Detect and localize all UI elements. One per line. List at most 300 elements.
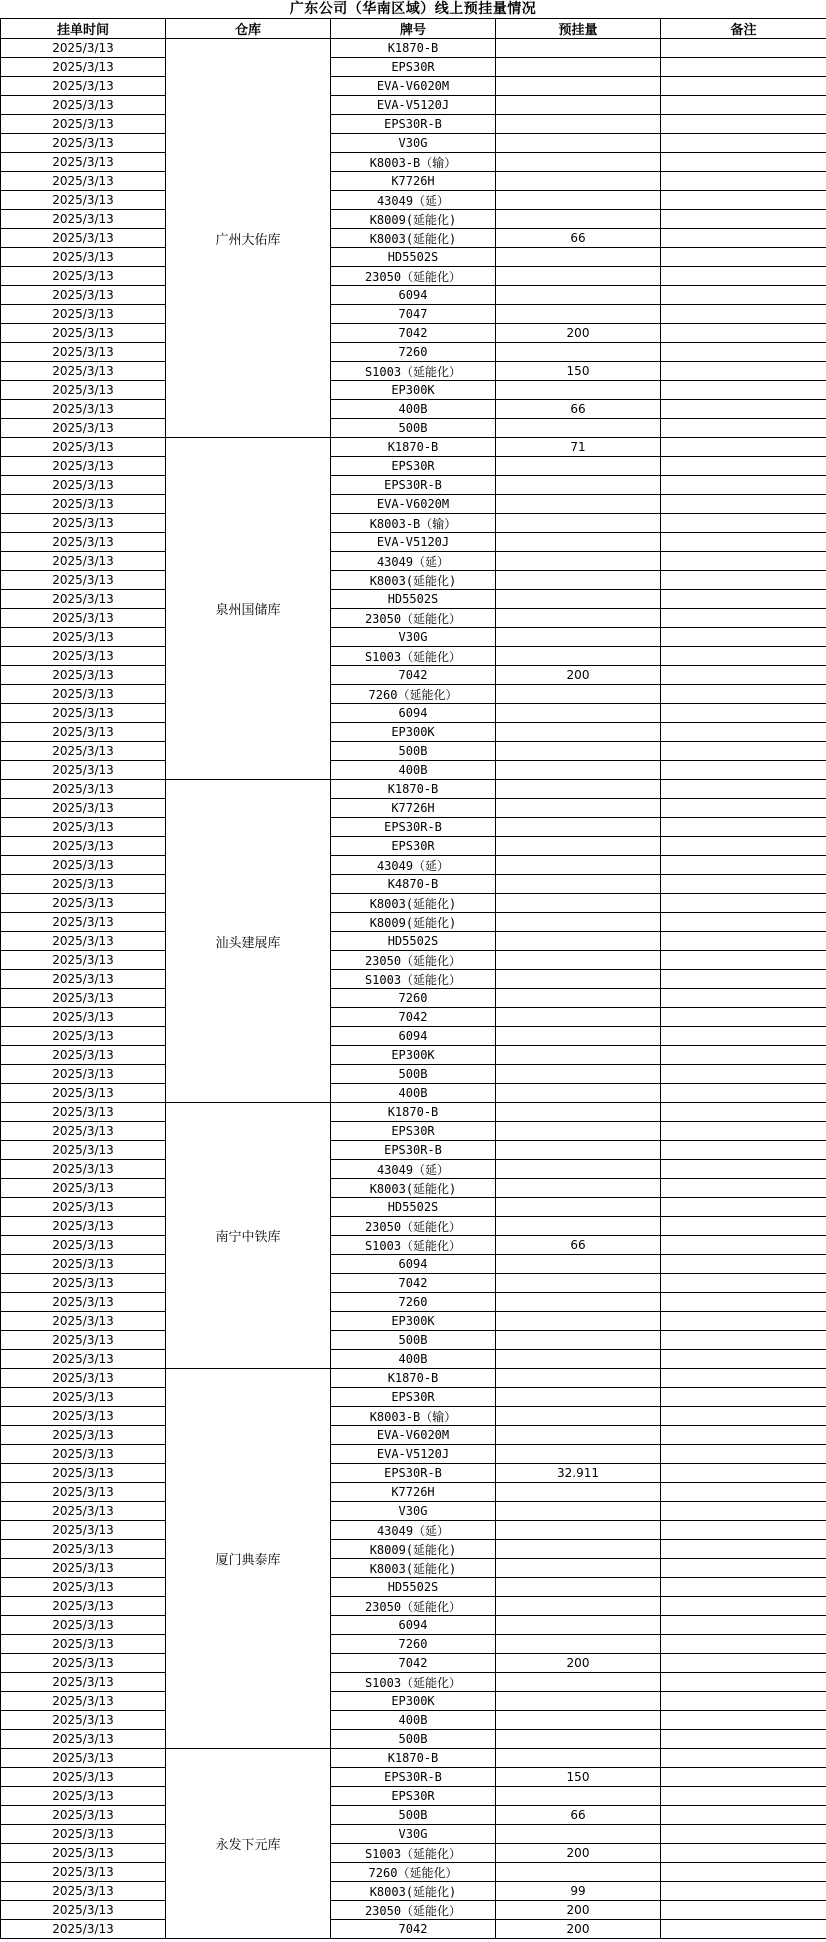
cell-quantity: [496, 343, 661, 362]
cell-quantity: [496, 1103, 661, 1122]
cell-brand: EP300K: [331, 1692, 496, 1711]
cell-brand: EP300K: [331, 723, 496, 742]
cell-quantity: [496, 685, 661, 704]
cell-date: 2025/3/13: [1, 1540, 166, 1559]
cell-date: 2025/3/13: [1, 267, 166, 286]
cell-quantity: [496, 1635, 661, 1654]
header-quantity: 预挂量: [496, 19, 661, 39]
cell-date: 2025/3/13: [1, 590, 166, 609]
cell-note: [661, 324, 826, 343]
cell-date: 2025/3/13: [1, 989, 166, 1008]
cell-brand: V30G: [331, 1502, 496, 1521]
cell-brand: 7042: [331, 324, 496, 343]
table-row: [1, 818, 826, 837]
cell-date: 2025/3/13: [1, 913, 166, 932]
table-row: [1, 1920, 826, 1939]
cell-quantity: [496, 1711, 661, 1730]
cell-quantity: [496, 932, 661, 951]
cell-date: 2025/3/13: [1, 1578, 166, 1597]
cell-brand: EPS30R: [331, 457, 496, 476]
header-date: 挂单时间: [1, 19, 166, 39]
table-row: [1, 989, 826, 1008]
cell-quantity: 150: [496, 1768, 661, 1787]
cell-quantity: [496, 1008, 661, 1027]
cell-quantity: [496, 1217, 661, 1236]
cell-date: 2025/3/13: [1, 210, 166, 229]
cell-quantity: [496, 248, 661, 267]
cell-brand: 400B: [331, 1350, 496, 1369]
cell-note: [661, 1407, 826, 1426]
cell-note: [661, 1673, 826, 1692]
cell-date: 2025/3/13: [1, 628, 166, 647]
table-row: [1, 39, 826, 58]
cell-brand: K1870-B: [331, 39, 496, 58]
cell-quantity: [496, 1255, 661, 1274]
cell-note: [661, 571, 826, 590]
cell-quantity: [496, 818, 661, 837]
table-row: [1, 1065, 826, 1084]
cell-date: 2025/3/13: [1, 1407, 166, 1426]
cell-note: [661, 1464, 826, 1483]
cell-date: 2025/3/13: [1, 248, 166, 267]
cell-date: 2025/3/13: [1, 495, 166, 514]
cell-quantity: [496, 875, 661, 894]
table-row: [1, 229, 826, 248]
table-row: [1, 324, 826, 343]
cell-brand: V30G: [331, 1825, 496, 1844]
cell-warehouse: 永发下元库: [166, 1749, 331, 1939]
cell-quantity: [496, 1065, 661, 1084]
table-row: [1, 1084, 826, 1103]
cell-brand: K8003(延能化): [331, 1559, 496, 1578]
cell-date: 2025/3/13: [1, 1483, 166, 1502]
table-row: [1, 1407, 826, 1426]
cell-date: 2025/3/13: [1, 609, 166, 628]
cell-brand: EPS30R: [331, 1787, 496, 1806]
cell-quantity: [496, 533, 661, 552]
cell-date: 2025/3/13: [1, 305, 166, 324]
cell-brand: S1003（延能化）: [331, 1673, 496, 1692]
cell-brand: 7042: [331, 666, 496, 685]
table-row: [1, 191, 826, 210]
cell-note: [661, 685, 826, 704]
cell-brand: EPS30R-B: [331, 476, 496, 495]
cell-brand: 23050（延能化）: [331, 1901, 496, 1920]
table-row: [1, 210, 826, 229]
table-row: [1, 913, 826, 932]
cell-note: [661, 1901, 826, 1920]
cell-note: [661, 1160, 826, 1179]
cell-note: [661, 609, 826, 628]
cell-quantity: [496, 1084, 661, 1103]
table-row: [1, 514, 826, 533]
cell-brand: 43049（延）: [331, 191, 496, 210]
cell-note: [661, 1844, 826, 1863]
cell-date: 2025/3/13: [1, 1635, 166, 1654]
cell-quantity: [496, 115, 661, 134]
table-row: [1, 1882, 826, 1901]
cell-date: 2025/3/13: [1, 286, 166, 305]
cell-quantity: [496, 134, 661, 153]
cell-note: [661, 381, 826, 400]
cell-brand: 500B: [331, 1331, 496, 1350]
cell-quantity: [496, 77, 661, 96]
table-row: [1, 343, 826, 362]
cell-quantity: [496, 1445, 661, 1464]
table-row: [1, 1103, 826, 1122]
cell-brand: 6094: [331, 286, 496, 305]
cell-brand: 400B: [331, 761, 496, 780]
cell-quantity: [496, 894, 661, 913]
table-row: [1, 286, 826, 305]
cell-quantity: [496, 951, 661, 970]
cell-date: 2025/3/13: [1, 1293, 166, 1312]
cell-brand: EPS30R: [331, 1122, 496, 1141]
cell-quantity: [496, 1407, 661, 1426]
table-row: [1, 1369, 826, 1388]
cell-quantity: [496, 495, 661, 514]
cell-date: 2025/3/13: [1, 1008, 166, 1027]
table-row: [1, 1825, 826, 1844]
cell-date: 2025/3/13: [1, 1046, 166, 1065]
cell-date: 2025/3/13: [1, 1331, 166, 1350]
cell-brand: 6094: [331, 1616, 496, 1635]
cell-date: 2025/3/13: [1, 324, 166, 343]
cell-date: 2025/3/13: [1, 1787, 166, 1806]
table-row: [1, 761, 826, 780]
cell-brand: 7042: [331, 1920, 496, 1939]
cell-note: [661, 1426, 826, 1445]
cell-note: [661, 1483, 826, 1502]
cell-note: [661, 1920, 826, 1939]
cell-date: 2025/3/13: [1, 742, 166, 761]
cell-brand: K8009(延能化): [331, 210, 496, 229]
cell-date: 2025/3/13: [1, 1559, 166, 1578]
cell-brand: K4870-B: [331, 875, 496, 894]
table-row: [1, 1787, 826, 1806]
cell-date: 2025/3/13: [1, 1274, 166, 1293]
table-row: [1, 115, 826, 134]
cell-note: [661, 628, 826, 647]
cell-brand: V30G: [331, 134, 496, 153]
cell-note: [661, 191, 826, 210]
cell-note: [661, 1179, 826, 1198]
cell-date: 2025/3/13: [1, 666, 166, 685]
cell-quantity: [496, 1369, 661, 1388]
cell-note: [661, 1369, 826, 1388]
table-row: [1, 1597, 826, 1616]
table-row: [1, 1730, 826, 1749]
header-warehouse: 仓库: [166, 19, 331, 39]
table-row: [1, 1312, 826, 1331]
cell-brand: K1870-B: [331, 780, 496, 799]
cell-brand: 400B: [331, 1711, 496, 1730]
cell-quantity: 200: [496, 1920, 661, 1939]
cell-quantity: [496, 267, 661, 286]
cell-date: 2025/3/13: [1, 1445, 166, 1464]
cell-quantity: [496, 1673, 661, 1692]
cell-date: 2025/3/13: [1, 818, 166, 837]
cell-brand: 6094: [331, 1255, 496, 1274]
table-row: [1, 400, 826, 419]
cell-note: [661, 1768, 826, 1787]
cell-quantity: [496, 723, 661, 742]
table-row: [1, 856, 826, 875]
cell-quantity: [496, 286, 661, 305]
table-row: [1, 1540, 826, 1559]
cell-date: 2025/3/13: [1, 894, 166, 913]
cell-quantity: [496, 58, 661, 77]
table-row: [1, 1274, 826, 1293]
cell-note: [661, 39, 826, 58]
cell-brand: K1870-B: [331, 1369, 496, 1388]
cell-brand: EVA-V5120J: [331, 533, 496, 552]
cell-quantity: [496, 1274, 661, 1293]
cell-note: [661, 1787, 826, 1806]
cell-brand: K7726H: [331, 1483, 496, 1502]
cell-quantity: [496, 1540, 661, 1559]
cell-note: [661, 514, 826, 533]
cell-date: 2025/3/13: [1, 1103, 166, 1122]
cell-quantity: [496, 514, 661, 533]
cell-quantity: [496, 1046, 661, 1065]
cell-note: [661, 419, 826, 438]
cell-quantity: [496, 381, 661, 400]
cell-quantity: [496, 1616, 661, 1635]
table-row: [1, 153, 826, 172]
table-row: [1, 58, 826, 77]
table-row: [1, 628, 826, 647]
cell-date: 2025/3/13: [1, 1882, 166, 1901]
cell-brand: 23050（延能化）: [331, 609, 496, 628]
table-row: [1, 837, 826, 856]
cell-date: 2025/3/13: [1, 438, 166, 457]
table-row: [1, 1559, 826, 1578]
cell-quantity: [496, 552, 661, 571]
cell-quantity: [496, 1863, 661, 1882]
table-row: [1, 894, 826, 913]
cell-brand: 7260: [331, 989, 496, 1008]
table-row: [1, 1331, 826, 1350]
table-row: [1, 419, 826, 438]
table-row: [1, 1749, 826, 1768]
cell-quantity: [496, 1521, 661, 1540]
table-row: [1, 1654, 826, 1673]
cell-brand: K8009(延能化): [331, 1540, 496, 1559]
cell-brand: 500B: [331, 1065, 496, 1084]
table-row: [1, 1179, 826, 1198]
table-row: [1, 609, 826, 628]
cell-date: 2025/3/13: [1, 1749, 166, 1768]
cell-brand: S1003（延能化）: [331, 970, 496, 989]
cell-date: 2025/3/13: [1, 153, 166, 172]
cell-note: [661, 932, 826, 951]
cell-quantity: [496, 210, 661, 229]
table-row: [1, 1635, 826, 1654]
cell-quantity: [496, 1730, 661, 1749]
cell-quantity: [496, 1122, 661, 1141]
cell-brand: EPS30R: [331, 837, 496, 856]
cell-note: [661, 780, 826, 799]
cell-brand: EVA-V6020M: [331, 495, 496, 514]
cell-date: 2025/3/13: [1, 343, 166, 362]
cell-note: [661, 590, 826, 609]
cell-date: 2025/3/13: [1, 552, 166, 571]
table-row: [1, 685, 826, 704]
cell-quantity: [496, 1350, 661, 1369]
cell-note: [661, 970, 826, 989]
cell-date: 2025/3/13: [1, 400, 166, 419]
cell-date: 2025/3/13: [1, 1768, 166, 1787]
cell-note: [661, 248, 826, 267]
table-row: [1, 1521, 826, 1540]
table-row: [1, 1483, 826, 1502]
cell-brand: EPS30R: [331, 58, 496, 77]
table-row: [1, 381, 826, 400]
cell-brand: EVA-V5120J: [331, 96, 496, 115]
cell-quantity: 32.911: [496, 1464, 661, 1483]
cell-quantity: [496, 96, 661, 115]
cell-brand: EVA-V6020M: [331, 77, 496, 96]
table-row: [1, 476, 826, 495]
cell-brand: 43049（延）: [331, 1521, 496, 1540]
cell-brand: 23050（延能化）: [331, 1597, 496, 1616]
cell-brand: EP300K: [331, 381, 496, 400]
cell-brand: 500B: [331, 1730, 496, 1749]
table-row: [1, 1160, 826, 1179]
table-row: [1, 723, 826, 742]
cell-date: 2025/3/13: [1, 115, 166, 134]
cell-date: 2025/3/13: [1, 134, 166, 153]
cell-note: [661, 495, 826, 514]
cell-quantity: [496, 39, 661, 58]
cell-note: [661, 77, 826, 96]
cell-quantity: 200: [496, 1901, 661, 1920]
cell-brand: 7047: [331, 305, 496, 324]
cell-brand: 43049（延）: [331, 552, 496, 571]
cell-note: [661, 894, 826, 913]
cell-brand: HD5502S: [331, 248, 496, 267]
cell-quantity: 99: [496, 1882, 661, 1901]
cell-note: [661, 742, 826, 761]
table-row: [1, 438, 826, 457]
table-row: [1, 1768, 826, 1787]
cell-quantity: [496, 1502, 661, 1521]
cell-brand: 7260（延能化）: [331, 1863, 496, 1882]
cell-quantity: [496, 590, 661, 609]
cell-date: 2025/3/13: [1, 875, 166, 894]
cell-brand: HD5502S: [331, 932, 496, 951]
cell-brand: K8003-B（输）: [331, 1407, 496, 1426]
cell-note: [661, 1027, 826, 1046]
cell-brand: 7260: [331, 1293, 496, 1312]
cell-note: [661, 723, 826, 742]
cell-note: [661, 457, 826, 476]
cell-quantity: [496, 172, 661, 191]
cell-brand: EPS30R-B: [331, 1464, 496, 1483]
table-row: [1, 495, 826, 514]
cell-date: 2025/3/13: [1, 362, 166, 381]
cell-quantity: [496, 571, 661, 590]
cell-date: 2025/3/13: [1, 1065, 166, 1084]
header-brand: 牌号: [331, 19, 496, 39]
cell-note: [661, 115, 826, 134]
cell-date: 2025/3/13: [1, 1426, 166, 1445]
cell-date: 2025/3/13: [1, 723, 166, 742]
table-row: [1, 1901, 826, 1920]
cell-brand: K1870-B: [331, 1103, 496, 1122]
cell-brand: EP300K: [331, 1312, 496, 1331]
cell-brand: K7726H: [331, 799, 496, 818]
cell-brand: EP300K: [331, 1046, 496, 1065]
cell-brand: K7726H: [331, 172, 496, 191]
cell-note: [661, 875, 826, 894]
cell-note: [661, 647, 826, 666]
cell-warehouse: 厦门典泰库: [166, 1369, 331, 1749]
cell-note: [661, 1825, 826, 1844]
table-row: [1, 1426, 826, 1445]
cell-date: 2025/3/13: [1, 1084, 166, 1103]
cell-note: [661, 856, 826, 875]
cell-date: 2025/3/13: [1, 970, 166, 989]
cell-quantity: [496, 799, 661, 818]
cell-brand: 7260（延能化）: [331, 685, 496, 704]
cell-note: [661, 1046, 826, 1065]
cell-brand: K8003(延能化): [331, 1179, 496, 1198]
cell-quantity: [496, 989, 661, 1008]
cell-quantity: [496, 1027, 661, 1046]
cell-note: [661, 1217, 826, 1236]
cell-date: 2025/3/13: [1, 39, 166, 58]
table-row: [1, 457, 826, 476]
table-row: [1, 1122, 826, 1141]
cell-note: [661, 1692, 826, 1711]
cell-note: [661, 400, 826, 419]
cell-brand: 43049（延）: [331, 856, 496, 875]
cell-note: [661, 1540, 826, 1559]
cell-quantity: 71: [496, 438, 661, 457]
cell-date: 2025/3/13: [1, 1901, 166, 1920]
cell-note: [661, 229, 826, 248]
cell-date: 2025/3/13: [1, 191, 166, 210]
cell-quantity: [496, 1787, 661, 1806]
cell-quantity: [496, 742, 661, 761]
cell-brand: EPS30R-B: [331, 818, 496, 837]
table-row: [1, 932, 826, 951]
cell-note: [661, 1388, 826, 1407]
cell-date: 2025/3/13: [1, 951, 166, 970]
cell-brand: 500B: [331, 742, 496, 761]
cell-date: 2025/3/13: [1, 1179, 166, 1198]
cell-brand: 400B: [331, 1084, 496, 1103]
table-row: [1, 1692, 826, 1711]
cell-quantity: [496, 1559, 661, 1578]
cell-date: 2025/3/13: [1, 761, 166, 780]
cell-quantity: [496, 609, 661, 628]
cell-date: 2025/3/13: [1, 533, 166, 552]
cell-note: [661, 951, 826, 970]
cell-quantity: [496, 780, 661, 799]
cell-note: [661, 58, 826, 77]
cell-quantity: 66: [496, 1236, 661, 1255]
cell-brand: S1003（延能化）: [331, 1236, 496, 1255]
cell-note: [661, 286, 826, 305]
cell-date: 2025/3/13: [1, 1027, 166, 1046]
table-row: [1, 571, 826, 590]
cell-note: [661, 799, 826, 818]
cell-date: 2025/3/13: [1, 837, 166, 856]
cell-brand: V30G: [331, 628, 496, 647]
